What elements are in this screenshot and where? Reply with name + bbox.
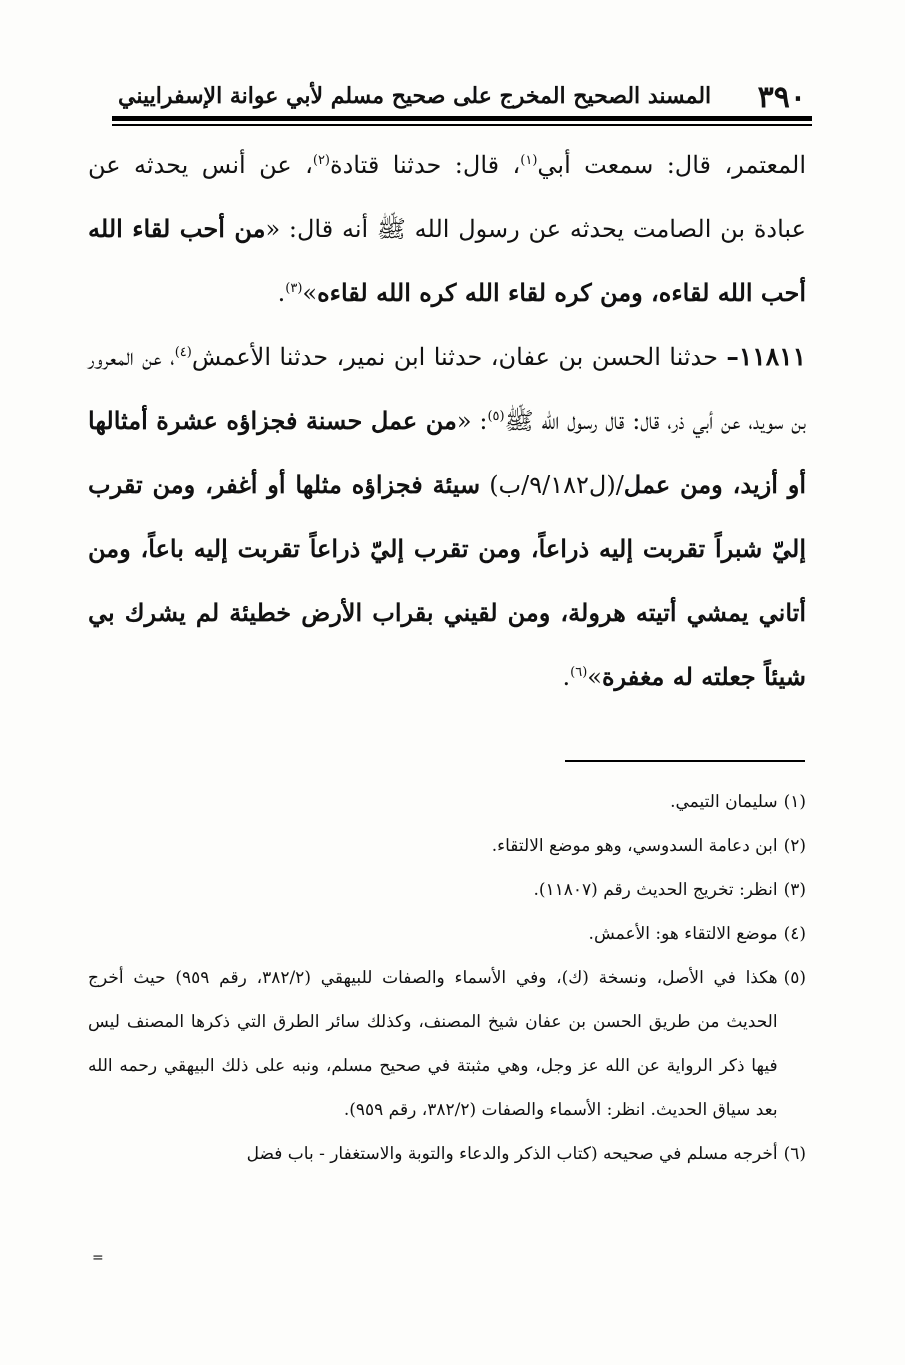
header-rule-thick	[112, 116, 812, 121]
footnotes	[88, 780, 806, 1176]
footnote: (١) سليمان التيمي.	[670, 792, 806, 812]
hadith-number: ١١٨١١–	[726, 342, 806, 371]
footnote-separator	[565, 760, 805, 762]
header-rule-thin	[112, 124, 812, 126]
hadith-text: من أحب لقاء الله أحب الله لقاءه، ومن كره لقاء الله كره الله لقاءه	[88, 214, 806, 307]
running-title: المسند الصحيح المخرج على صحيح مسلم لأبي عوانة الإسفراييني	[118, 83, 712, 109]
hadith-text-cont: سيئة فجزاؤه مثلها أو أغفر، ومن تقرب إليّ شبراً تقربت إليه ذراعاً، ومن تقرب إليّ ذراعاً تقربت إليه باعاً، ومن أتاني يمشي أتيته هرولة، ومن لقيني بقراب الأرض خطيئة لم يشرك بي شيئاً جعلته له مغفرة	[88, 470, 806, 691]
main-text	[88, 134, 806, 709]
footnote: (٣) انظر: تخريج الحديث رقم (١١٨٠٧).	[533, 880, 806, 900]
footnote: (٦) أخرجه مسلم في صحيحه (كتاب الذكر والدعاء والتوبة والاستغفار - باب فضل	[246, 1144, 806, 1164]
hadith-paragraph: ١١٨١١– حدثنا الحسن بن عفان، حدثنا ابن نمير، حدثنا الأعمش$^{(٤)}$، عن المعرور بن سويد، عن أبي ذر، قال: قال رسول الله ﷺ$^{(٥)}$: «من عمل حسنة فجزاؤه عشرة أمثالها أو أزيد، ومن عمل/(ل٩/١٨٢/ب) سيئة فجزاؤه مثلها أو أغفر، ومن تقرب إليّ شبراً تقربت إليه ذراعاً، ومن تقرب إليّ ذراعاً تقربت إليه باعاً، ومن أتاني يمشي أتيته هرولة، ومن لقيني بقراب الأرض خطيئة لم يشرك بي شيئاً جعلته له مغفرة»$^{(٦)}$.	[88, 342, 807, 691]
page-number: ٣٩٠	[757, 80, 806, 115]
footnote-ref-3: (٣)	[285, 281, 303, 296]
paragraph-continued: المعتمر، قال: سمعت أبي$^{(١)}$، قال: حدثنا قتادة$^{(٢)}$، عن أنس يحدثه عن عبادة بن الصامت يحدثه عن رسول الله ﷺ أنه قال: «من أحب لقاء الله أحب الله لقاءه، ومن كره لقاء الله كره الله لقاءه»$^{(٣)}$.	[88, 151, 806, 307]
footnote-ref-4: (٤)	[174, 345, 192, 360]
footnote-ref-1: (١)	[520, 153, 538, 168]
running-header	[118, 70, 806, 118]
footnote: (٥) هكذا في الأصل، ونسخة (ك)، وفي الأسماء والصفات للبيهقي (٣٨٢/٢، رقم ٩٥٩) حيث أخرج الحديث من طريق الحسن بن عفان شيخ المصنف، وكذلك سائر الطرق التي ذكرها المصنف ليس فيها ذكر الرواية عن الله عز وجل، وهي مثبتة في صحيح مسلم، ونبه على ذلك البيهقي رحمه الله بعد سياق الحديث. انظر: الأسماء والصفات (٣٨٢/٢، رقم ٩٥٩).	[88, 968, 806, 1120]
footnote-ref-2: (٢)	[312, 153, 330, 168]
footnote-ref-6: (٦)	[570, 665, 588, 680]
footnote: (٢) ابن دعامة السدوسي، وهو موضع الالتقاء.	[491, 836, 806, 856]
continuation-mark: =	[92, 1250, 104, 1266]
footnote: (٤) موضع الالتقاء هو: الأعمش.	[588, 924, 806, 944]
hadith-text: من عمل حسنة فجزاؤه عشرة أمثالها أو أزيد، ومن عمل	[88, 406, 807, 499]
manuscript-ref: /(ل٩/١٨٢/ب)	[480, 471, 624, 499]
footnote-ref-5: (٥)	[487, 409, 505, 424]
